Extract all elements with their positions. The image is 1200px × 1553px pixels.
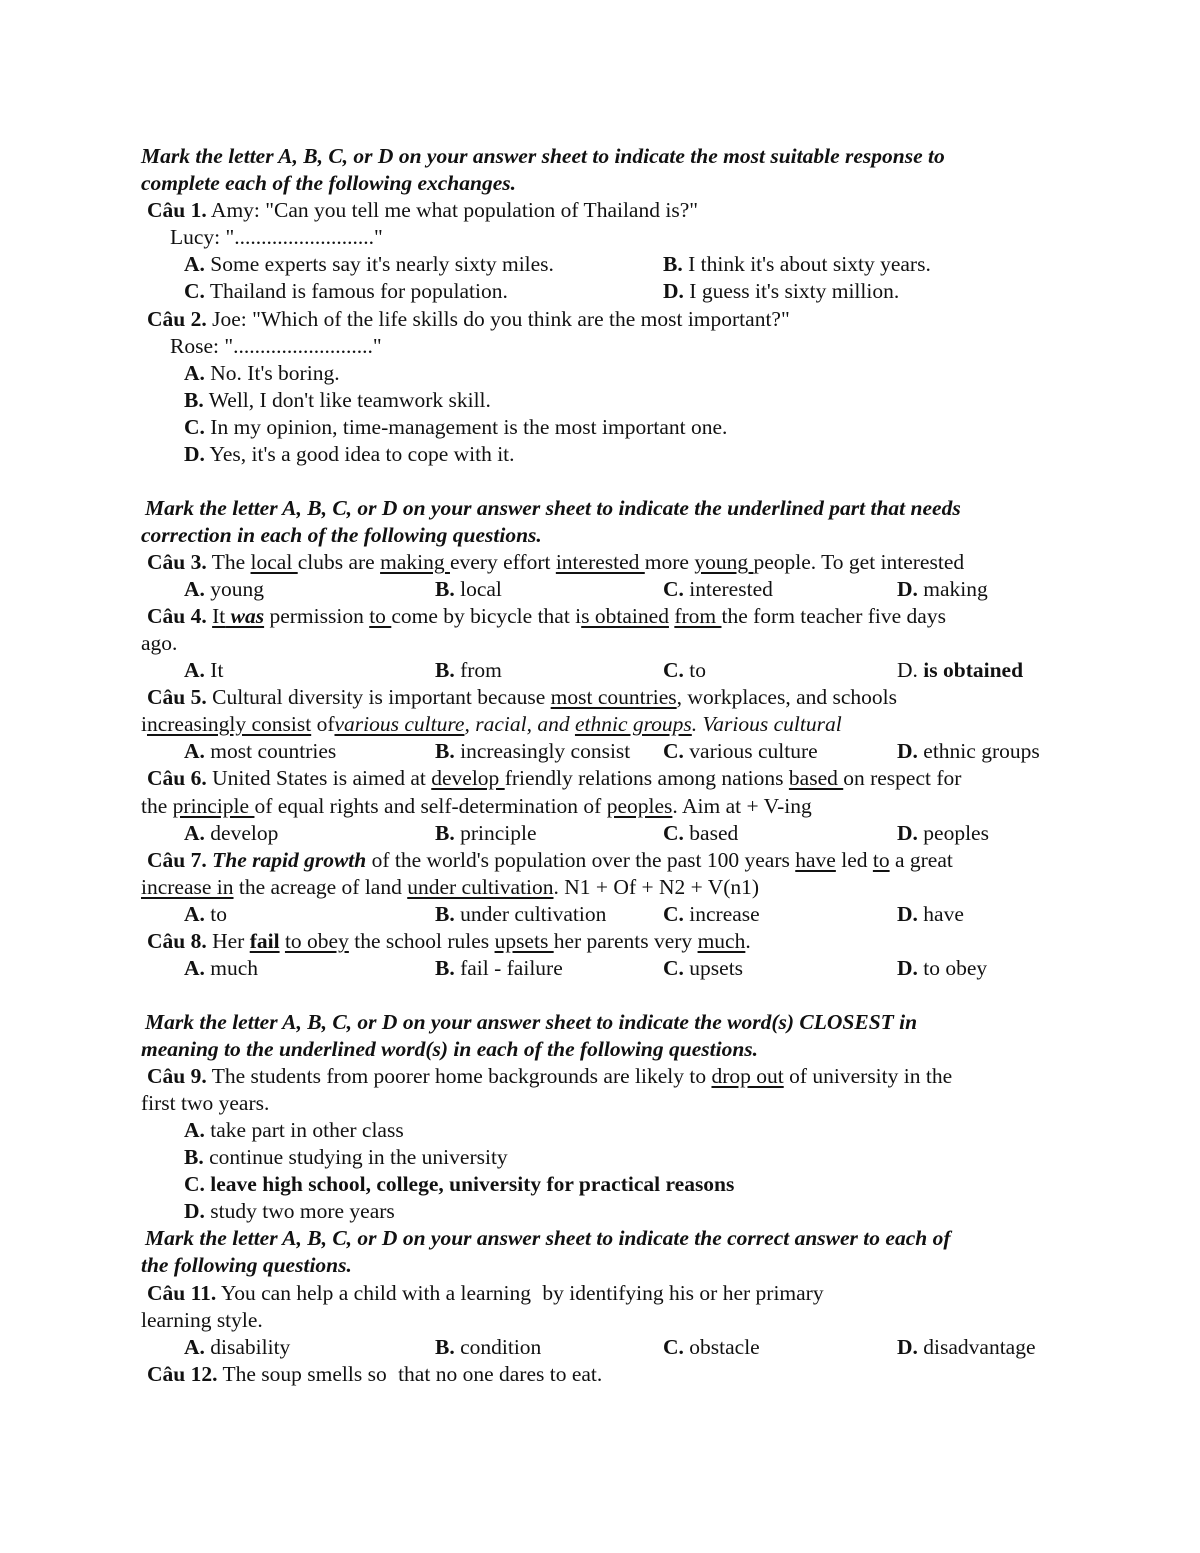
question-1-reply: Lucy: ".........................." xyxy=(170,225,383,249)
question-2-text: Joe: "Which of the life skills do you think are the most important?" xyxy=(206,307,790,331)
question-11-option-c[interactable]: C. obstacle xyxy=(663,1335,760,1359)
question-2-option-b[interactable]: B. Well, I don't like teamwork skill. xyxy=(184,388,491,412)
question-12-number: Câu 12. xyxy=(147,1362,218,1386)
question-5-number: Câu 5. xyxy=(147,685,207,709)
question-6-option-b[interactable]: B. principle xyxy=(435,821,537,845)
question-1-text: Amy: "Can you tell me what population of Thailand is?" xyxy=(206,198,699,222)
question-1-option-a[interactable]: A. Some experts say it's nearly sixty miles. xyxy=(184,252,554,276)
question-8-prompt: Câu 8. Her fail to obey the school rules upsets her parents very much. xyxy=(147,929,751,953)
section-4-instruction-line-2: the following questions. xyxy=(141,1253,352,1277)
question-2-prompt xyxy=(147,306,790,333)
question-5-prompt-line-2: increasingly consist ofvarious culture, racial, and ethnic groups. Various cultural xyxy=(141,712,842,736)
question-4-option-a[interactable]: A. It xyxy=(184,658,224,682)
question-3-option-c[interactable]: C. interested xyxy=(663,577,773,601)
question-5-option-d[interactable]: D. ethnic groups xyxy=(897,739,1040,763)
section-1-instruction-line-1: Mark the letter A, B, C, or D on your answer sheet to indicate the most suitable response to xyxy=(141,144,945,168)
section-1-instruction-line-2: complete each of the following exchanges. xyxy=(141,171,517,195)
question-3-option-a[interactable]: A. young xyxy=(184,577,265,601)
question-11-option-d[interactable]: D. disadvantage xyxy=(897,1335,1036,1359)
question-11-prompt-line-2: learning style. xyxy=(141,1308,263,1332)
question-2-number: Câu 2. xyxy=(147,307,207,331)
question-3-option-d[interactable]: D. making xyxy=(897,577,988,601)
question-4-option-c[interactable]: C. to xyxy=(663,658,707,682)
question-6-option-c[interactable]: C. based xyxy=(663,821,739,845)
section-2-instruction-line-2: correction in each of the following questions. xyxy=(141,523,542,547)
question-5-option-c[interactable]: C. various culture xyxy=(663,739,818,763)
question-9-option-c[interactable]: C. leave high school, college, university for practical reasons xyxy=(184,1172,735,1196)
question-5-option-a[interactable]: A. most countries xyxy=(184,739,337,763)
question-7-prompt-line-2: increase in the acreage of land under cultivation. N1 + Of + N2 + V(n1) xyxy=(141,875,760,899)
question-1-prompt xyxy=(147,197,698,224)
question-7-option-b[interactable]: B. under cultivation xyxy=(435,902,607,926)
question-11-option-a[interactable]: A. disability xyxy=(184,1335,291,1359)
question-6-option-a[interactable]: A. develop xyxy=(184,821,279,845)
question-3-option-b[interactable]: B. local xyxy=(435,577,502,601)
question-7-option-a[interactable]: A. to xyxy=(184,902,228,926)
question-8-option-b[interactable]: B. fail - failure xyxy=(435,956,563,980)
question-6-number: Câu 6. xyxy=(147,766,207,790)
question-9-option-a[interactable]: A. take part in other class xyxy=(184,1118,404,1142)
question-9-prompt-line-2: first two years. xyxy=(141,1091,270,1115)
question-2-reply: Rose: ".........................." xyxy=(170,334,382,358)
question-1-option-d[interactable]: D. I guess it's sixty million. xyxy=(663,279,900,303)
question-12-prompt: Câu 12. The soup smells so that no one dares to eat. xyxy=(147,1362,603,1386)
question-6-prompt: Câu 6. United States is aimed at develop friendly relations among nations based on respect for xyxy=(147,766,962,790)
question-9-option-b[interactable]: B. continue studying in the university xyxy=(184,1145,508,1169)
question-3-number: Câu 3. xyxy=(147,550,207,574)
question-4-option-b[interactable]: B. from xyxy=(435,658,502,682)
section-3-instruction-line-2: meaning to the underlined word(s) in each of the following questions. xyxy=(141,1037,759,1061)
question-8-number: Câu 8. xyxy=(147,929,207,953)
question-1-number: Câu 1. xyxy=(147,198,207,222)
question-5-prompt: Câu 5. Cultural diversity is important because most countries, workplaces, and schools xyxy=(147,685,897,709)
question-8-option-d[interactable]: D. to obey xyxy=(897,956,988,980)
question-4-prompt: Câu 4. It was permission to come by bicycle that is obtained from the form teacher five days xyxy=(147,604,946,628)
question-7-option-d[interactable]: D. have xyxy=(897,902,964,926)
question-7-number: Câu 7. xyxy=(147,848,207,872)
question-2-option-d[interactable]: D. Yes, it's a good idea to cope with it. xyxy=(184,442,515,466)
question-9-option-d[interactable]: D. study two more years xyxy=(184,1199,395,1223)
section-2-instruction-line-1: Mark the letter A, B, C, or D on your answer sheet to indicate the underlined part that needs xyxy=(145,496,961,520)
question-8-option-c[interactable]: C. upsets xyxy=(663,956,744,980)
question-11-option-b[interactable]: B. condition xyxy=(435,1335,542,1359)
question-9-number: Câu 9. xyxy=(147,1064,207,1088)
question-2-option-c[interactable]: C. In my opinion, time-management is the most important one. xyxy=(184,415,728,439)
question-5-option-b[interactable]: B. increasingly consist xyxy=(435,739,631,763)
question-4-number: Câu 4. xyxy=(147,604,207,628)
question-6-prompt-line-2: the principle of equal rights and self-determination of peoples. Aim at + V-ing xyxy=(141,794,812,818)
question-8-option-a[interactable]: A. much xyxy=(184,956,259,980)
question-4-prompt-line-2: ago. xyxy=(141,631,178,655)
question-1-option-b[interactable]: B. I think it's about sixty years. xyxy=(663,252,931,276)
question-9-prompt: Câu 9. The students from poorer home backgrounds are likely to drop out of university in the xyxy=(147,1064,953,1088)
question-11-prompt: Câu 11. You can help a child with a learning by identifying his or her primary xyxy=(147,1281,824,1305)
section-3-instruction-line-1: Mark the letter A, B, C, or D on your answer sheet to indicate the word(s) CLOSEST in xyxy=(145,1010,918,1034)
section-4-instruction-line-1: Mark the letter A, B, C, or D on your answer sheet to indicate the correct answer to each of xyxy=(145,1226,951,1250)
question-3-prompt: Câu 3. The local clubs are making every effort interested more young people. To get interested xyxy=(147,550,965,574)
question-2-option-a[interactable]: A. No. It's boring. xyxy=(184,361,340,385)
question-4-option-d[interactable]: D. is obtained xyxy=(897,658,1024,682)
question-7-prompt: Câu 7. The rapid growth of the world's population over the past 100 years have led to a great xyxy=(147,848,953,872)
question-6-option-d[interactable]: D. peoples xyxy=(897,821,989,845)
question-11-number: Câu 11. xyxy=(147,1281,217,1305)
question-1-option-c[interactable]: C. Thailand is famous for population. xyxy=(184,279,508,303)
question-7-option-c[interactable]: C. increase xyxy=(663,902,760,926)
